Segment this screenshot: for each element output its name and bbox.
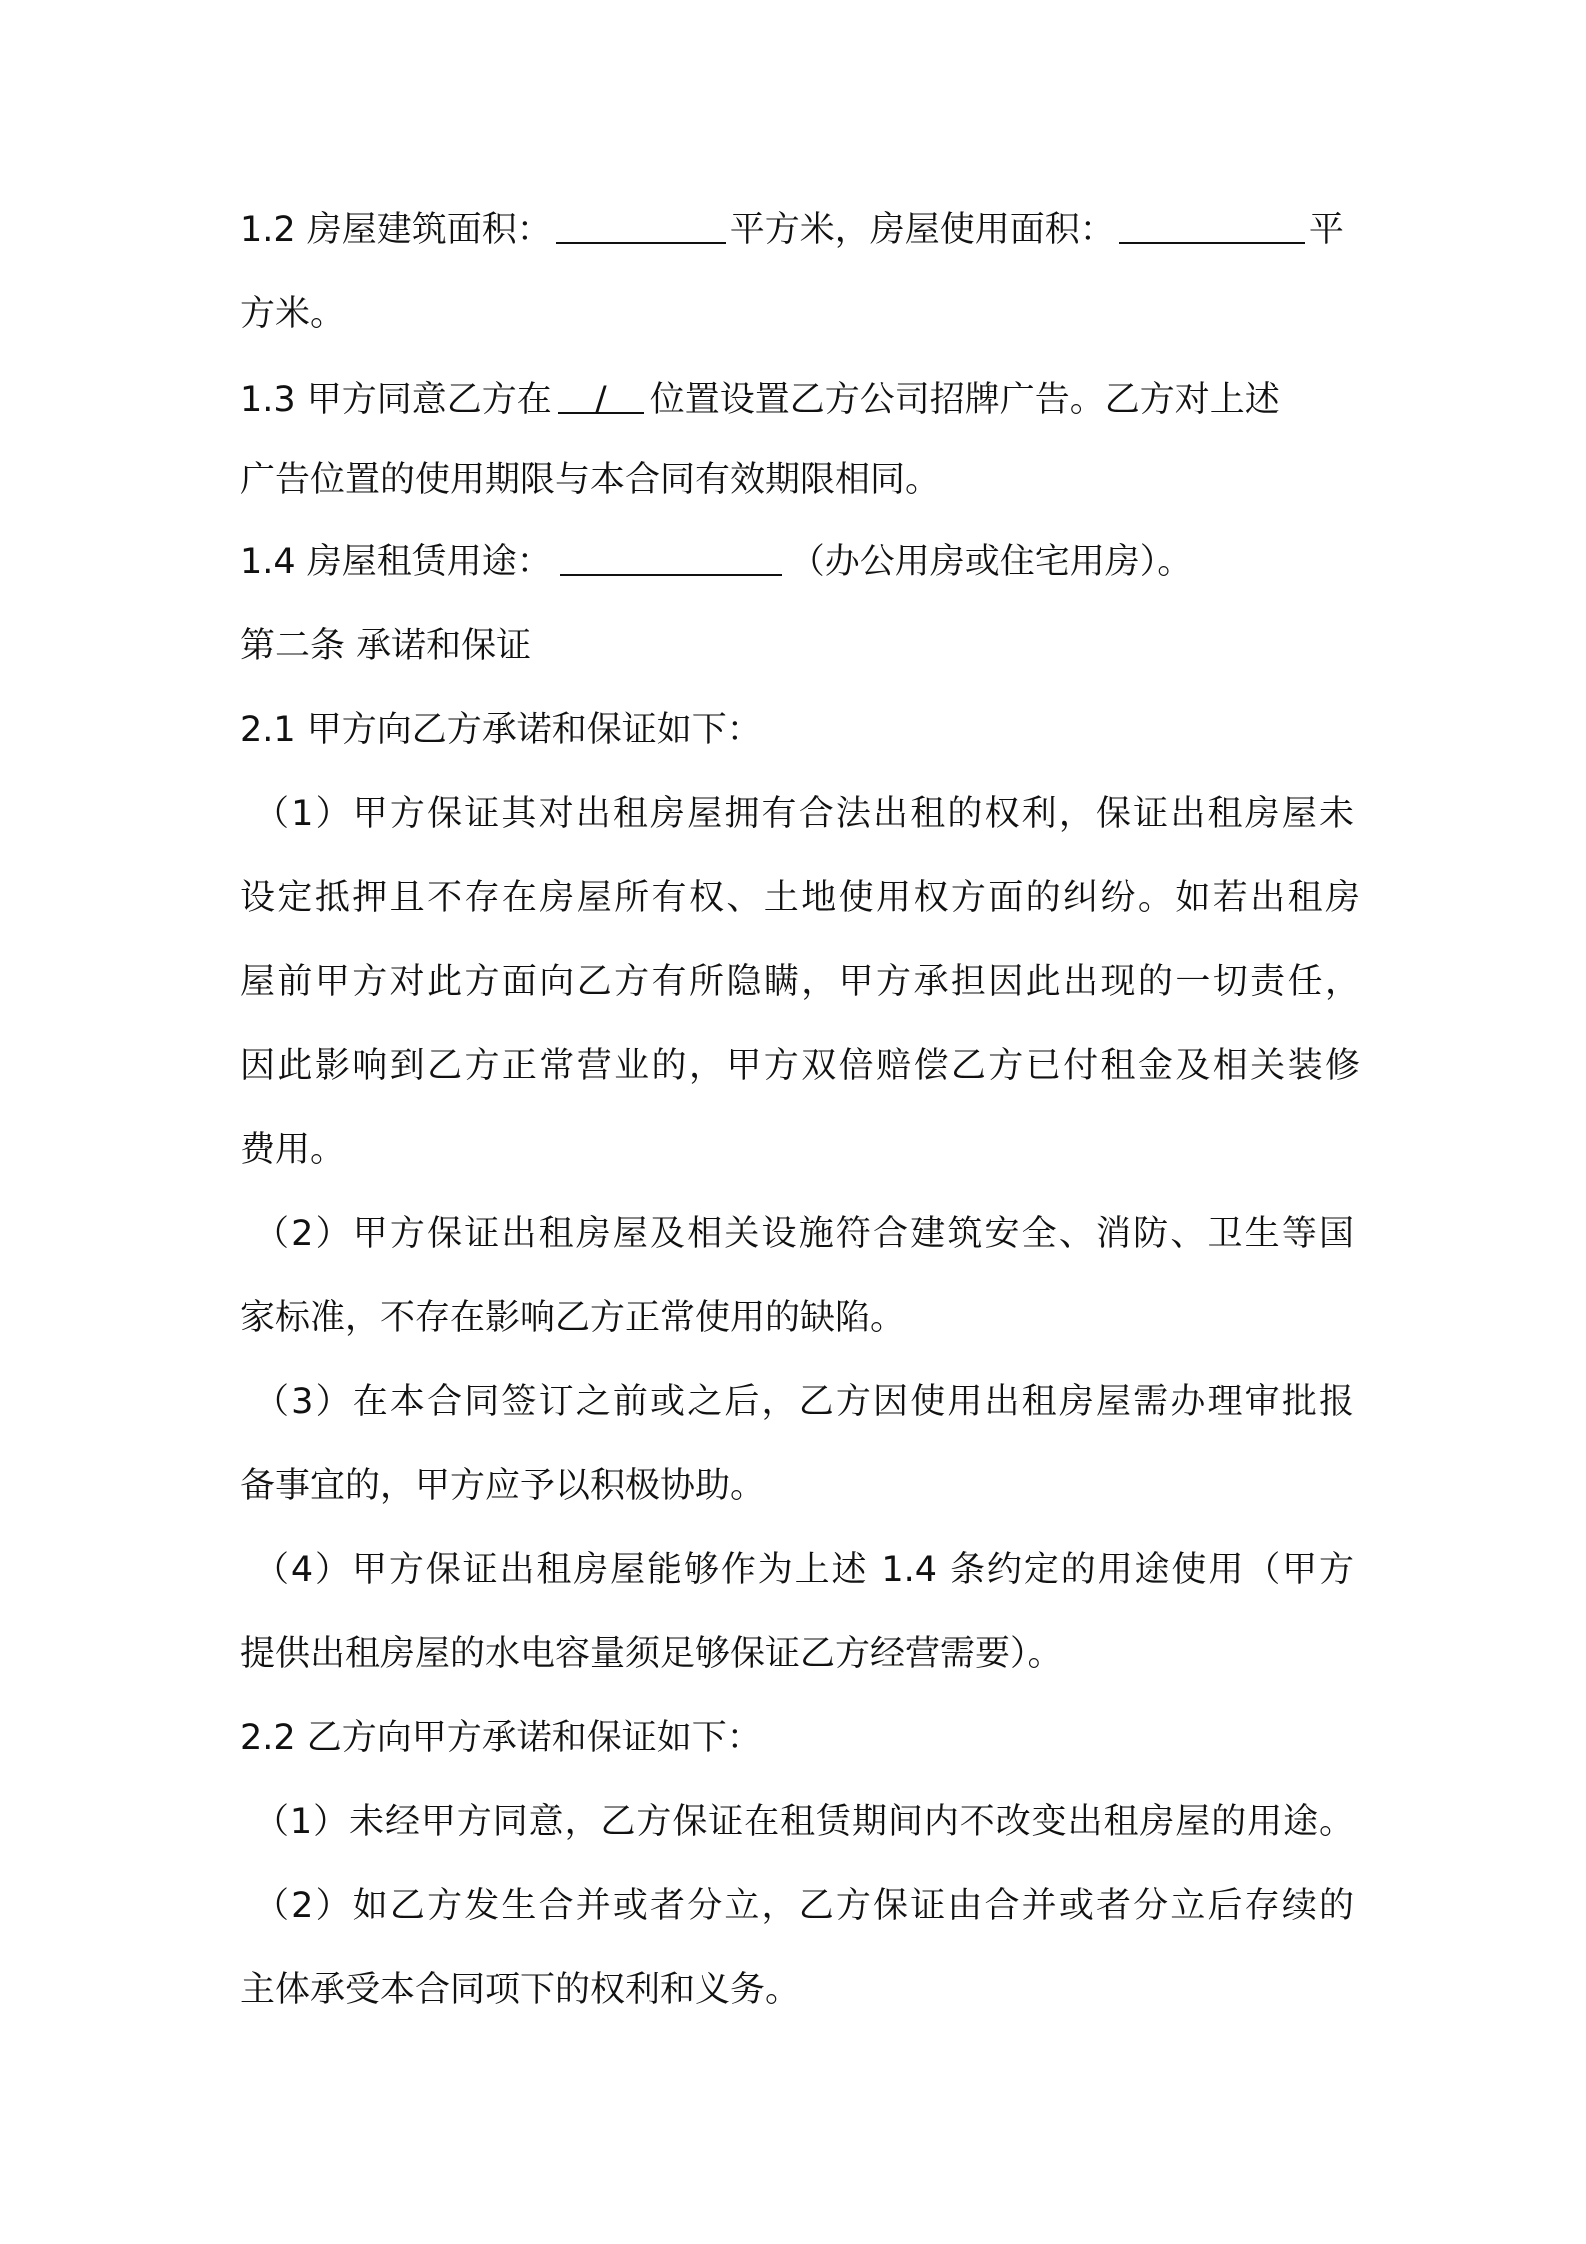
clause-2-1-p1-line-2: 设定抵押且不存在房屋所有权、土地使用权方面的纠纷。如若出租房 bbox=[240, 878, 1360, 918]
clause-2-1-p4-line-1: （4）甲方保证出租房屋能够作为上述 1.4 条约定的用途使用（甲方 bbox=[254, 1550, 1354, 1590]
sign-location-blank: / bbox=[558, 368, 644, 414]
building-area-blank bbox=[556, 198, 726, 244]
clause-1-2-line-1 bbox=[240, 198, 1360, 262]
clause-2-2-p2-line-2: 主体承受本合同项下的权利和义务。 bbox=[240, 1970, 801, 2010]
clause-1-2-line-2: 方米。 bbox=[240, 294, 346, 334]
clause-2-1-p3-line-2: 备事宜的，甲方应予以积极协助。 bbox=[240, 1466, 766, 1506]
clause-2-1-p3-line-1: （3）在本合同签订之前或之后，乙方因使用出租房屋需办理审批报 bbox=[254, 1382, 1354, 1422]
clause-2-2-p2-line-1: （2）如乙方发生合并或者分立，乙方保证由合并或者分立后存续的 bbox=[254, 1886, 1354, 1926]
usage-blank bbox=[560, 530, 782, 576]
clause-1-3-line-2: 广告位置的使用期限与本合同有效期限相同。 bbox=[240, 460, 941, 500]
article-2-heading: 第二条 承诺和保证 bbox=[240, 626, 532, 666]
clause-2-1-p1-line-3: 屋前甲方对此方面向乙方有所隐瞒，甲方承担因此出现的一切责任， bbox=[240, 962, 1360, 1002]
clause-2-2-title: 2.2 乙方向甲方承诺和保证如下： bbox=[240, 1718, 762, 1758]
clause-1-2-mid: 平方米，房屋使用面积： bbox=[729, 210, 1115, 250]
clause-1-4-suffix: （办公用房或住宅用房）。 bbox=[789, 542, 1193, 582]
clause-1-4-line bbox=[240, 530, 1360, 594]
clause-2-1-p2-line-1: （2）甲方保证出租房屋及相关设施符合建筑安全、消防、卫生等国 bbox=[254, 1214, 1354, 1254]
clause-2-1-p1-line-1: （1）甲方保证其对出租房屋拥有合法出租的权利，保证出租房屋未 bbox=[254, 794, 1354, 834]
clause-1-3-suffix: 位置设置乙方公司招牌广告。乙方对上述 bbox=[649, 380, 1280, 420]
clause-1-3-line-1 bbox=[240, 368, 1360, 432]
clause-1-2-prefix: 1.2 房屋建筑面积： bbox=[240, 210, 552, 250]
clause-2-1-p1-line-5: 费用。 bbox=[240, 1130, 346, 1170]
clause-1-3-prefix: 1.3 甲方同意乙方在 bbox=[240, 380, 552, 420]
usable-area-blank bbox=[1119, 198, 1305, 244]
clause-1-4-prefix: 1.4 房屋租赁用途： bbox=[240, 542, 552, 582]
clause-2-2-p1-line-1: （1）未经甲方同意，乙方保证在租赁期间内不改变出租房屋的用途。 bbox=[254, 1802, 1354, 1842]
clause-2-1-title: 2.1 甲方向乙方承诺和保证如下： bbox=[240, 710, 762, 750]
clause-2-1-p2-line-2: 家标准，不存在影响乙方正常使用的缺陷。 bbox=[240, 1298, 906, 1338]
clause-2-1-p1-line-4: 因此影响到乙方正常营业的，甲方双倍赔偿乙方已付租金及相关装修 bbox=[240, 1046, 1360, 1086]
clause-1-2-suffix: 平 bbox=[1308, 210, 1344, 250]
clause-2-1-p4-line-2: 提供出租房屋的水电容量须足够保证乙方经营需要）。 bbox=[240, 1634, 1063, 1674]
